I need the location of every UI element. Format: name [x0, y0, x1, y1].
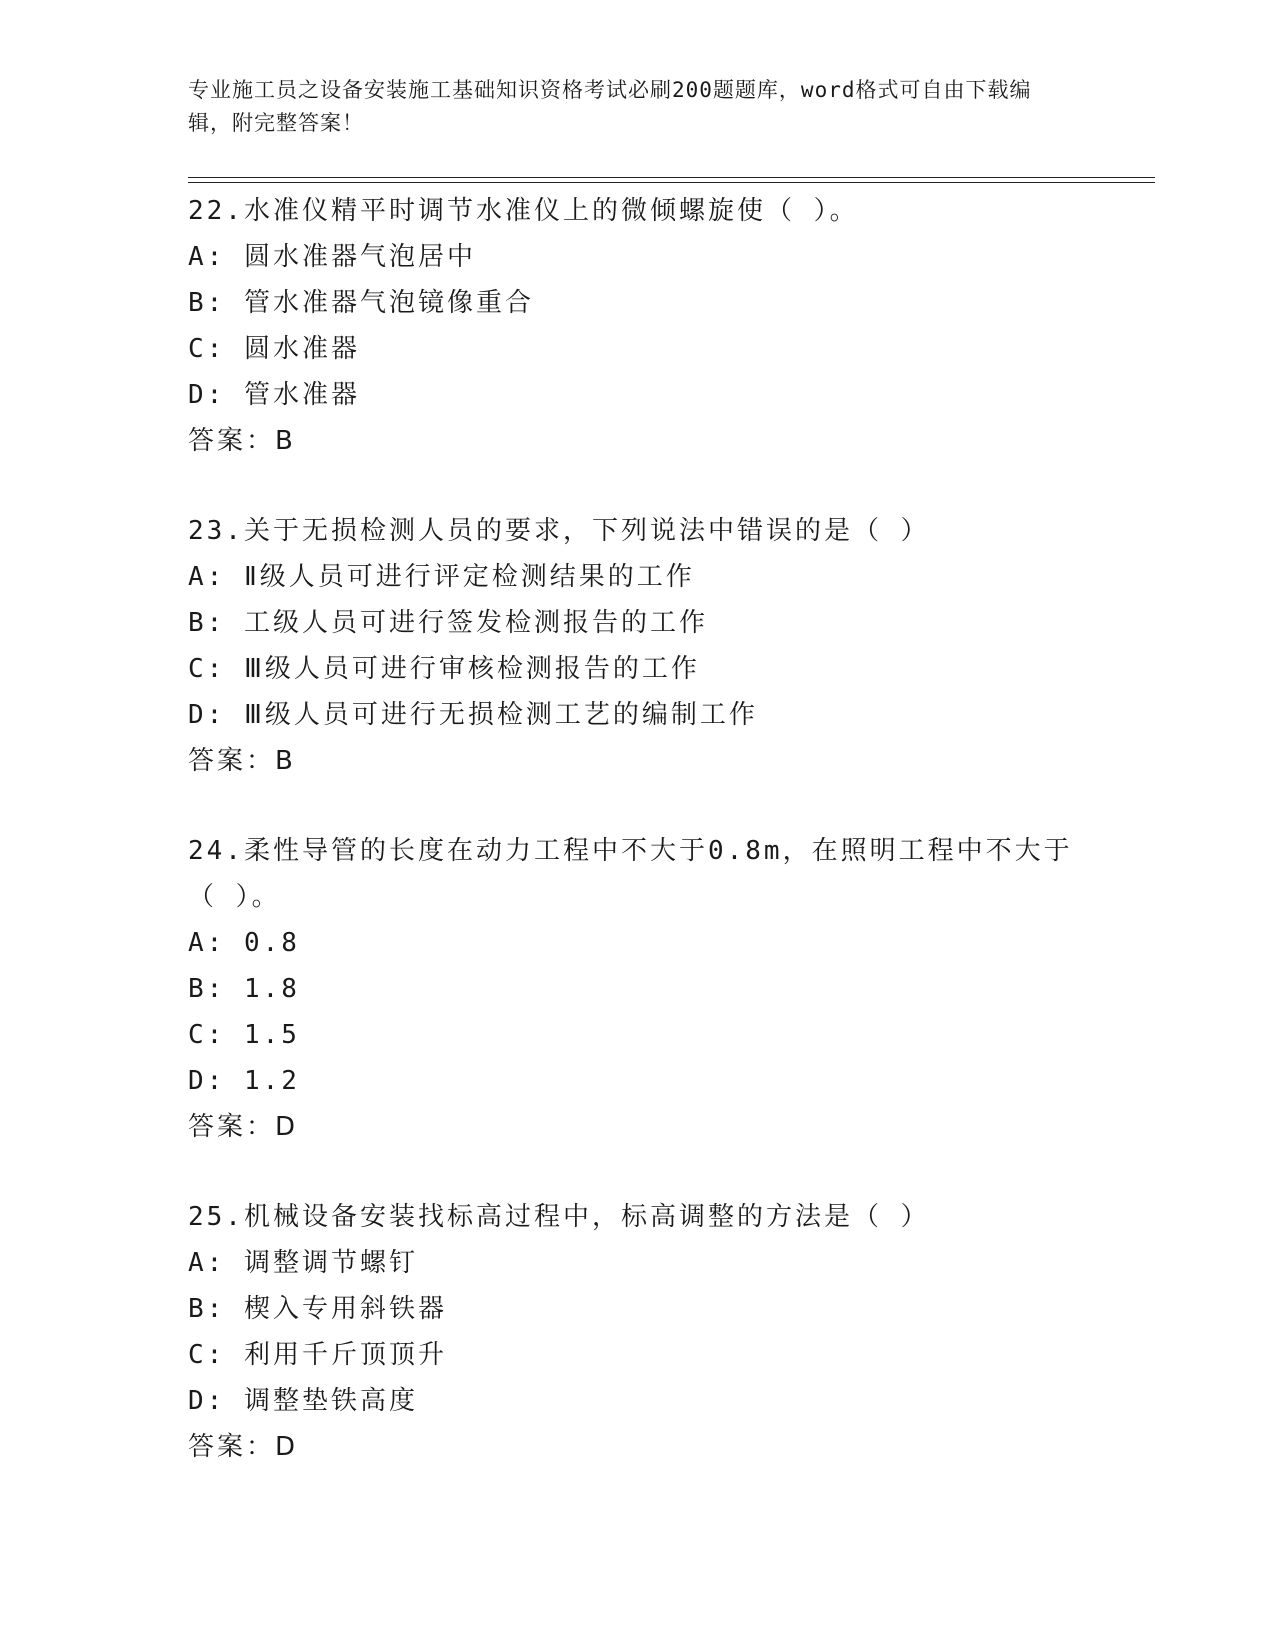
option-b: B: 楔入专用斜铁器	[188, 1294, 447, 1324]
option-b: B: 管水准器气泡镜像重合	[188, 288, 534, 318]
option-a: A: Ⅱ级人员可进行评定检测结果的工作	[188, 562, 695, 592]
option-d: D: 1.2	[188, 1066, 300, 1096]
answer-line: 答案：D	[188, 1432, 299, 1462]
question-23	[188, 508, 1088, 784]
option-a: A: 调整调节螺钉	[188, 1248, 418, 1278]
question-stem: 25.机械设备安装找标高过程中，标高调整的方法是（ ）	[188, 1202, 930, 1232]
question-stem: 24.柔性导管的长度在动力工程中不大于0.8m，在照明工程中不大于（ ）。	[188, 836, 1073, 912]
option-a: A: 圆水准器气泡居中	[188, 242, 476, 272]
option-d: D: 调整垫铁高度	[188, 1386, 418, 1416]
option-c: C: 1.5	[188, 1020, 300, 1050]
answer-line: 答案：D	[188, 1112, 299, 1142]
question-22	[188, 188, 1088, 464]
question-stem: 23.关于无损检测人员的要求，下列说法中错误的是（ ）	[188, 516, 930, 546]
option-b: B: 工级人员可进行签发检测报告的工作	[188, 608, 708, 638]
option-b: B: 1.8	[188, 974, 300, 1004]
question-stem: 22.水准仪精平时调节水准仪上的微倾螺旋使（ ）。	[188, 196, 859, 226]
option-c: C: 利用千斤顶顶升	[188, 1340, 447, 1370]
answer-line: 答案：B	[188, 426, 296, 456]
question-25	[188, 1194, 1088, 1470]
option-d: D: Ⅲ级人员可进行无损检测工艺的编制工作	[188, 700, 758, 730]
header-divider-bottom	[188, 182, 1155, 183]
option-d: D: 管水准器	[188, 380, 360, 410]
option-c: C: Ⅲ级人员可进行审核检测报告的工作	[188, 654, 700, 684]
question-24	[188, 828, 1088, 1150]
option-c: C: 圆水准器	[188, 334, 360, 364]
header-divider-top	[188, 177, 1155, 178]
answer-line: 答案：B	[188, 746, 296, 776]
option-a: A: 0.8	[188, 928, 300, 958]
document-intro: 专业施工员之设备安装施工基础知识资格考试必刷200题题库，word格式可自由下载编辑，附完整答案！	[188, 78, 1032, 135]
